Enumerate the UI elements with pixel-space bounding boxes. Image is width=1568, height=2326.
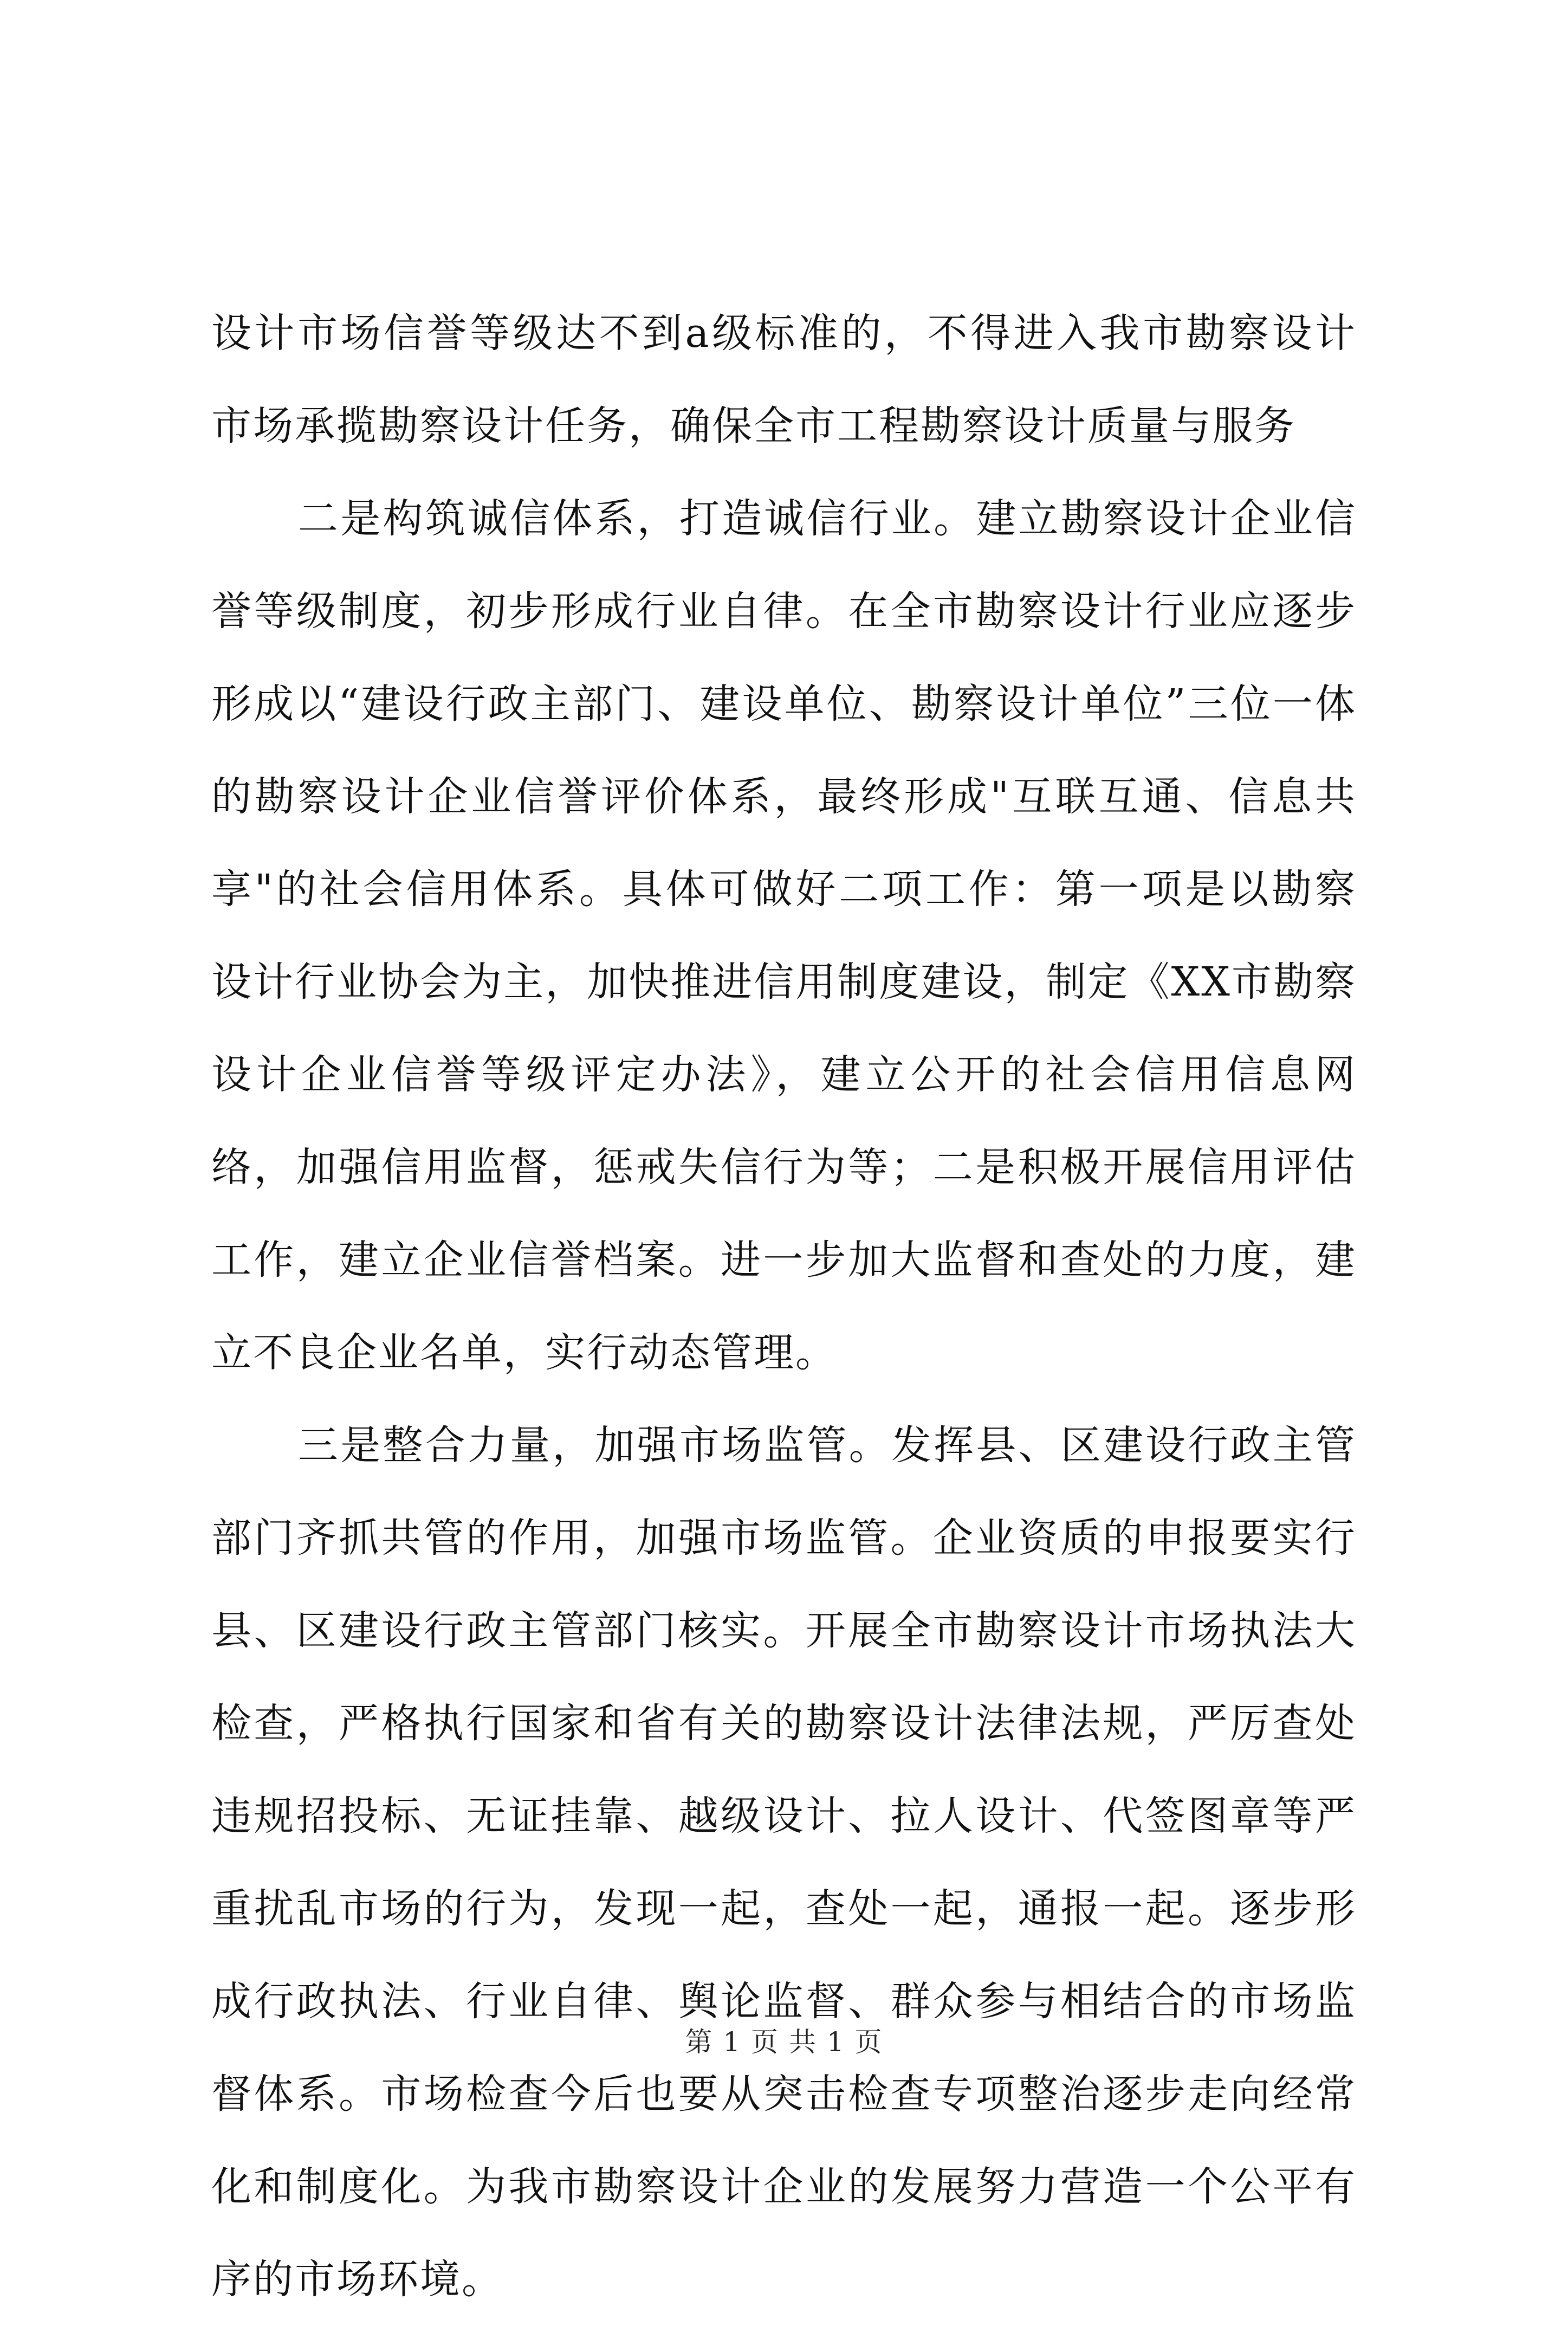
document-body <box>211 287 1357 2326</box>
paragraph-2: 二是构筑诚信体系，打造诚信行业。建立勘察设计企业信誉等级制度，初步形成行业自律。在全市勘察设计行业应逐步形成以“建设行政主部门、建设单位、勘察设计单位”三位一体的勘察设计企业信誉评价体系，最终形成"互联互通、信息共享"的社会信用体系。具体可做好二项工作：第一项是以勘察设计行业协会为主，加快推进信用制度建设，制定《XX市勘察设计企业信誉等级评定办法》，建立公开的社会信用信息网络，加强信用监督，惩戒失信行为等；二是积极开展信用评估工作，建立企业信誉档案。进一步加大监督和查处的力度，建立不良企业名单，实行动态管理。 <box>211 495 1357 1376</box>
page-footer: 第 1 页 共 1 页 <box>685 2026 883 2058</box>
paragraph-3: 三是整合力量，加强市场监管。发挥县、区建设行政主管部门齐抓共管的作用，加强市场监管。企业资质的申报要实行县、区建设行政主管部门核实。开展全市勘察设计市场执法大检查，严格执行国家和省有关的勘察设计法律法规，严厉查处违规招投标、无证挂靠、越级设计、拉人设计、代签图章等严重扰乱市场的行为，发现一起，查处一起，通报一起。逐步形成行政执法、行业自律、舆论监督、群众参与相结合的市场监督体系。市场检查今后也要从突击检查专项整治逐步走向经常化和制度化。为我市勘察设计企业的发展努力营造一个公平有序的市场环境。 <box>211 1422 1357 2303</box>
paragraph-1: 设计市场信誉等级达不到a级标准的，不得进入我市勘察设计市场承揽勘察设计任务，确保全市工程勘察设计质量与服务 <box>211 310 1357 449</box>
